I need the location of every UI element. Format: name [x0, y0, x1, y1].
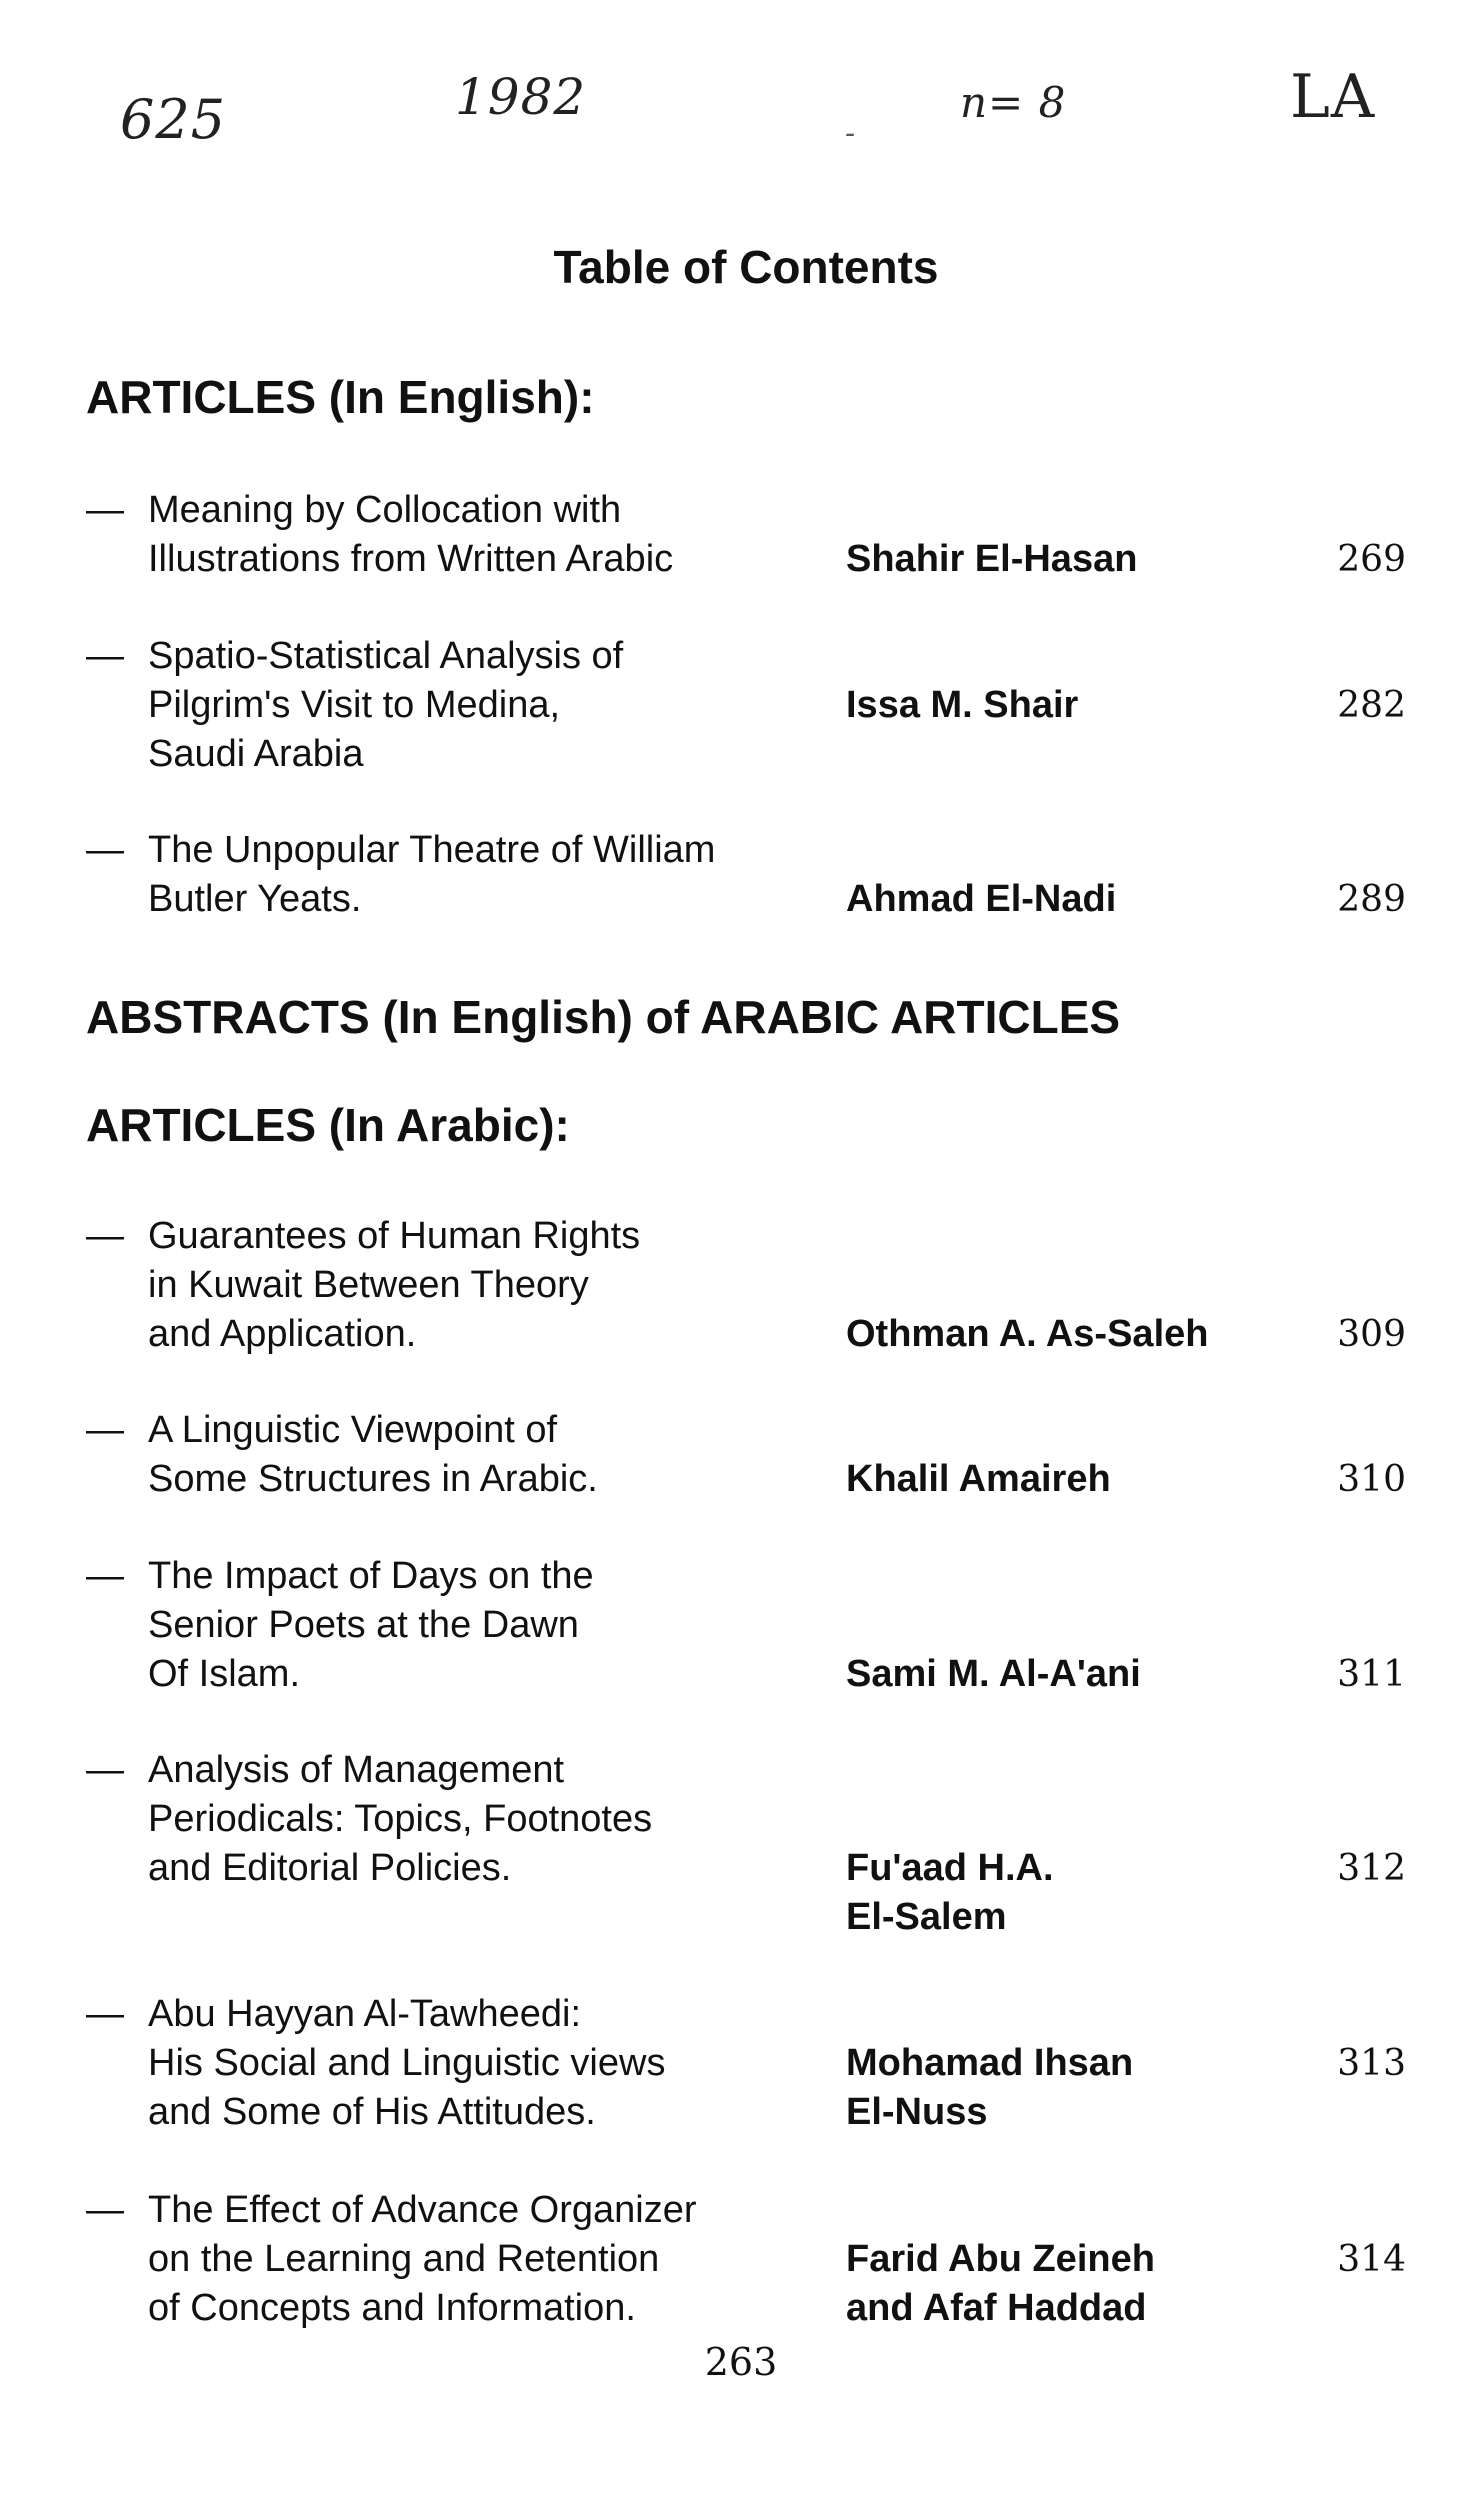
entry-title: Guarantees of Human Rights in Kuwait Between Theory and Application. — [148, 1215, 641, 1355]
entry-dash: — — [86, 489, 124, 531]
page-title: Table of Contents — [553, 241, 939, 293]
entry-dash: — — [86, 2189, 124, 2231]
entry-dash: — — [86, 829, 124, 871]
entry-page: 314 — [1337, 2239, 1406, 2280]
entry-dash: — — [86, 1749, 124, 1791]
entry-page: 269 — [1337, 539, 1406, 580]
entry-author: Othman A. As-Saleh — [846, 1313, 1209, 1355]
section-heading-abstracts: ABSTRACTS (In English) of ARABIC ARTICLES — [86, 991, 1121, 1043]
entry-author: Khalil Amaireh — [846, 1458, 1111, 1500]
entry-title: Abu Hayyan Al-Tawheedi: His Social and Linguistic views and Some of His Attitudes. — [148, 1993, 666, 2133]
handwritten-note-3: - — [845, 116, 857, 151]
section-heading-articles-arabic: ARTICLES (In Arabic): — [86, 1099, 570, 1151]
entry-author: Ahmad El-Nadi — [846, 878, 1117, 920]
entry-page: 289 — [1337, 879, 1406, 920]
entry-title: Meaning by Collocation with Illustrations from Written Arabic — [148, 489, 674, 580]
entry-author: Fu'aad H.A. El-Salem — [846, 1847, 1054, 1938]
entry-dash: — — [86, 1215, 124, 1257]
entry-title: A Linguistic Viewpoint of Some Structures in Arabic. — [148, 1409, 598, 1500]
entry-page: 310 — [1337, 1459, 1406, 1500]
entry-page: 309 — [1337, 1314, 1406, 1355]
entry-author: Farid Abu Zeineh and Afaf Haddad — [846, 2238, 1155, 2329]
entry-title: Analysis of Management Periodicals: Topics, Footnotes and Editorial Policies. — [148, 1749, 653, 1889]
section-heading-articles-english: ARTICLES (In English): — [86, 371, 595, 423]
entry-title: The Unpopular Theatre of William Butler Yeats. — [148, 829, 716, 920]
entry-dash: — — [86, 1409, 124, 1451]
entry-author: Mohamad Ihsan El-Nuss — [846, 2042, 1134, 2133]
page-number: 263 — [704, 2340, 778, 2384]
entry-page: 282 — [1337, 685, 1406, 726]
entry-author: Issa M. Shair — [846, 684, 1079, 726]
handwritten-note-5: LA — [1290, 62, 1376, 132]
entry-title: The Impact of Days on the Senior Poets at the Dawn Of Islam. — [148, 1555, 594, 1695]
entry-page: 311 — [1337, 1654, 1406, 1695]
entry-page: 313 — [1337, 2043, 1406, 2084]
entry-dash: — — [86, 1555, 124, 1597]
entry-dash: — — [86, 1993, 124, 2035]
entry-title: Spatio-Statistical Analysis of Pilgrim's Visit to Medina, Saudi Arabia — [148, 635, 624, 775]
entry-author: Sami M. Al-A'ani — [846, 1653, 1141, 1695]
handwritten-note-2: 1982 — [455, 68, 587, 126]
entry-title: The Effect of Advance Organizer on the Learning and Retention of Concepts and Information. — [148, 2189, 697, 2329]
entry-author: Shahir El-Hasan — [846, 538, 1138, 580]
handwritten-note-4: n= 8 — [960, 78, 1067, 127]
entry-dash: — — [86, 635, 124, 677]
handwritten-note-1: 625 — [120, 88, 227, 151]
entry-page: 312 — [1337, 1848, 1406, 1889]
